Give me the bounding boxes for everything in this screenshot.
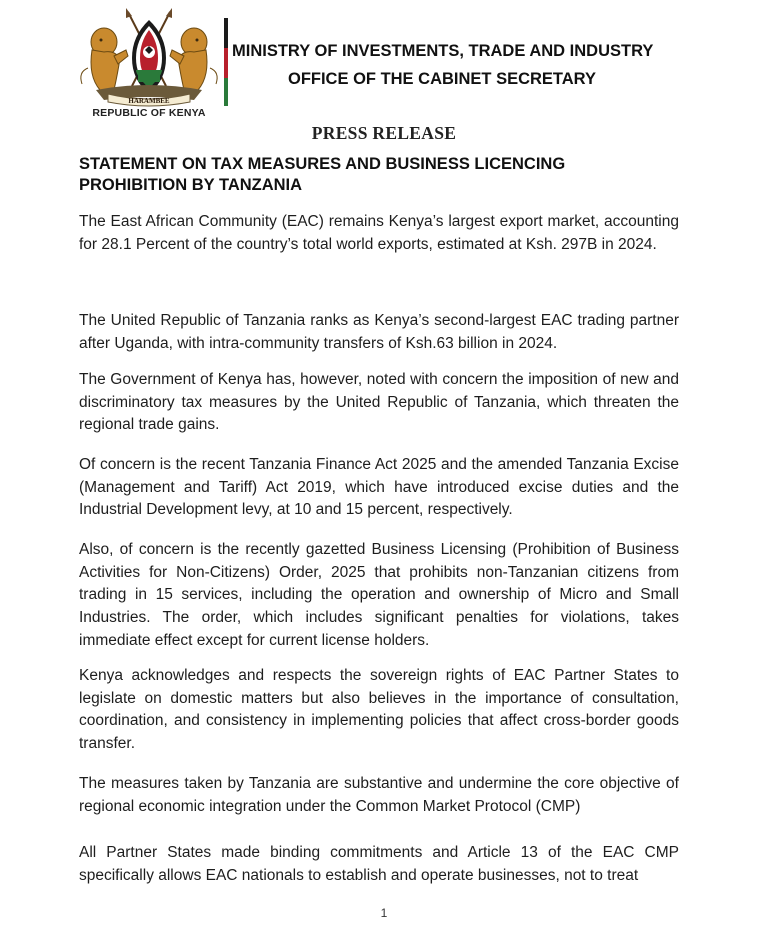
press-release-label: PRESS RELEASE (311, 123, 457, 143)
paragraph-2: The United Republic of Tanzania ranks as Kenya’s second-largest EAC trading partner after Uganda, with intra-community transfers of Ksh.63 billion in 2024. (79, 312, 679, 352)
ministry-name: MINISTRY OF INVESTMENTS, TRADE AND INDUSTRY (232, 42, 654, 60)
paragraph-5: Also, of concern is the recently gazetted Business Licensing (Prohibition of Business Activities for Non-Citizens) Order, 2025 that prohibits non-Tanzanian citizens from trading in 15 services, including the operation and ownership of Micro and Small Industries. The order, which includes significant penalties for violations, takes immediate effect except for current license holders. (79, 541, 679, 649)
paragraph-8: All Partner States made binding commitments and Article 13 of the EAC CMP specifically allows EAC nationals to establish and operate businesses, not to treat (79, 844, 679, 884)
flag-bar-green (224, 78, 228, 106)
flag-bar-black (224, 18, 228, 48)
paragraph-7: The measures taken by Tanzania are substantive and undermine the core objective of regional economic integration under the Common Market Protocol (CMP) (79, 775, 679, 815)
paragraph-4: Of concern is the recent Tanzania Finance Act 2025 and the amended Tanzania Excise (Management and Tariff) Act 2019, which have introduced excise duties and the Industrial Development levy, at 10 and 15 percent, respectively. (79, 456, 679, 519)
paragraph-1: The East African Community (EAC) remains Kenya’s largest export market, accounting for 28.1 Percent of the country’s total world exports, estimated at Ksh. 297B in 2024. (79, 213, 679, 253)
republic-caption: REPUBLIC OF KENYA (92, 107, 206, 119)
flag-color-bar (224, 18, 228, 106)
motto-text: HARAMBEE (128, 97, 170, 105)
statement-title: STATEMENT ON TAX MEASURES AND BUSINESS LICENCING PROHIBITION BY TANZANIA (79, 155, 566, 194)
office-name: OFFICE OF THE CABINET SECRETARY (287, 70, 596, 88)
paragraph-6: Kenya acknowledges and respects the sovereign rights of EAC Partner States to legislate on domestic matters but also believes in the importance of consultation, coordination, and consistency in implementing policies that affect cross-border goods transfer. (79, 667, 679, 753)
page-number: 1 (380, 906, 388, 920)
coat-of-arms (74, 6, 224, 122)
letterhead (0, 0, 768, 122)
paragraph-3: The Government of Kenya has, however, noted with concern the imposition of new and discriminatory tax measures by the United Republic of Tanzania, which threaten the regional trade gains. (79, 371, 679, 434)
kenya-coat-of-arms-icon (74, 6, 224, 110)
flag-bar-red (224, 48, 228, 78)
